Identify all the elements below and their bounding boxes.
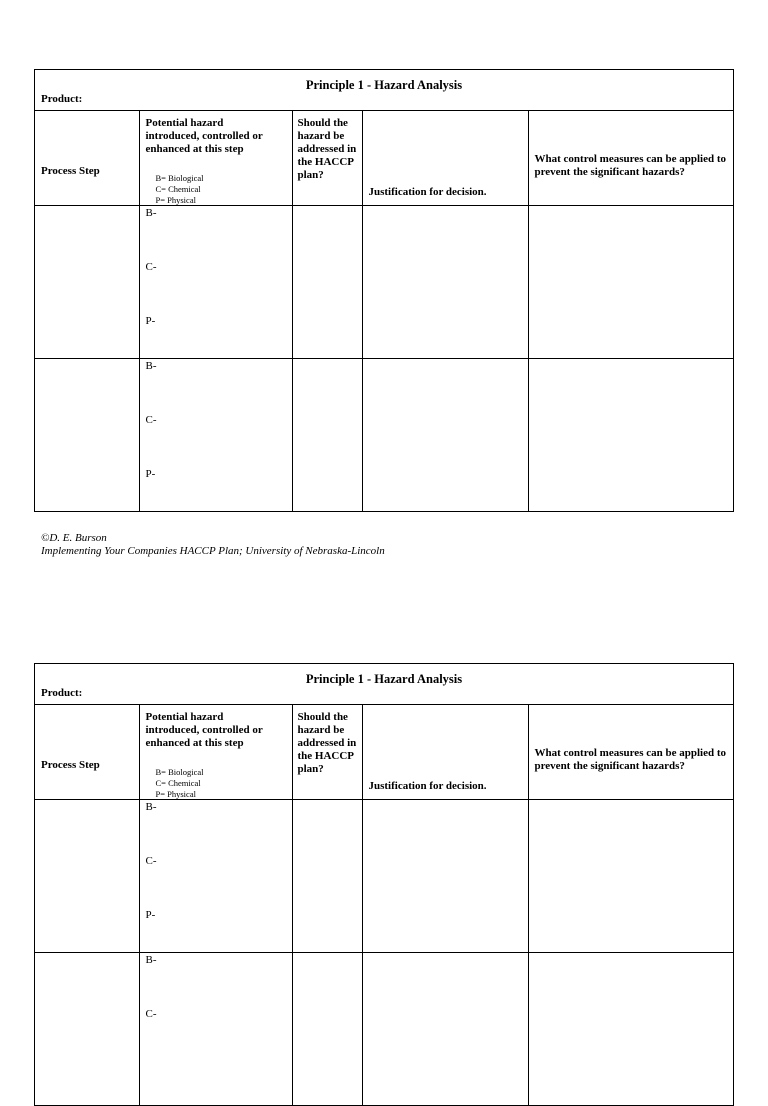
should-header: Should the hazard be addressed in the HACCP plan? <box>297 117 357 181</box>
control-cell[interactable] <box>528 359 733 512</box>
should-cell[interactable] <box>292 953 362 1106</box>
control-header-cell <box>528 705 733 800</box>
biological-hazard-label: B- <box>145 954 157 966</box>
justification-cell[interactable] <box>362 953 528 1106</box>
justification-cell[interactable] <box>362 206 528 359</box>
process-step-cell[interactable] <box>35 206 139 359</box>
should-header: Should the hazard be addressed in the HACCP plan? <box>297 711 357 775</box>
process-step-header: Process Step <box>41 759 100 771</box>
hazard-header-cell <box>139 111 292 206</box>
should-cell[interactable] <box>292 359 362 512</box>
biological-hazard-label: B- <box>145 360 157 372</box>
table-row <box>35 800 733 953</box>
chemical-hazard-label: C- <box>145 414 157 426</box>
legend-biological: B= Biological <box>155 173 204 183</box>
should-cell[interactable] <box>292 206 362 359</box>
header-row <box>35 111 733 206</box>
control-header-cell <box>528 111 733 206</box>
product-label: Product: <box>41 687 83 699</box>
control-header: What control measures can be applied to prevent the significant hazards? <box>534 153 726 178</box>
hazard-cell[interactable] <box>139 800 292 953</box>
process-step-cell[interactable] <box>35 359 139 512</box>
hazard-legend <box>156 767 204 800</box>
process-step-header: Process Step <box>41 165 100 177</box>
control-cell[interactable] <box>528 953 733 1106</box>
process-step-header-cell <box>35 111 139 206</box>
process-step-cell[interactable] <box>35 953 139 1106</box>
hazard-header: Potential hazard introduced, controlled or enhanced at this step <box>145 117 263 155</box>
process-step-header-cell <box>35 705 139 800</box>
chemical-hazard-label: C- <box>145 1008 157 1020</box>
process-step-cell[interactable] <box>35 800 139 953</box>
hazard-analysis-form-2 <box>34 663 734 1106</box>
control-cell[interactable] <box>528 206 733 359</box>
justification-header: Justification for decision. <box>368 186 487 198</box>
biological-hazard-label: B- <box>145 801 157 813</box>
table-row <box>35 359 733 512</box>
biological-hazard-label: B- <box>145 207 157 219</box>
legend-biological: B= Biological <box>155 767 204 777</box>
justification-header-cell <box>362 705 528 800</box>
form-title: Principle 1 - Hazard Analysis <box>305 78 463 92</box>
hazard-analysis-form-1 <box>34 69 734 512</box>
should-cell[interactable] <box>292 800 362 953</box>
table-row <box>35 206 733 359</box>
hazard-cell[interactable] <box>139 953 292 1106</box>
table-row <box>35 953 733 1106</box>
justification-header: Justification for decision. <box>368 780 487 792</box>
justification-cell[interactable] <box>362 359 528 512</box>
hazard-header-cell <box>139 705 292 800</box>
hazard-table <box>35 705 733 1105</box>
physical-hazard-label: P- <box>145 909 156 921</box>
header-row <box>35 705 733 800</box>
should-header-cell <box>292 705 362 800</box>
control-header: What control measures can be applied to prevent the significant hazards? <box>534 747 726 772</box>
legend-physical: P= Physical <box>155 195 196 205</box>
should-header-cell <box>292 111 362 206</box>
product-label: Product: <box>41 93 83 105</box>
physical-hazard-label: P- <box>145 468 156 480</box>
legend-physical: P= Physical <box>155 789 196 799</box>
hazard-cell[interactable] <box>139 359 292 512</box>
hazard-legend <box>156 173 204 206</box>
hazard-table <box>35 111 733 511</box>
chemical-hazard-label: C- <box>145 855 157 867</box>
credit-note <box>41 532 385 558</box>
hazard-cell[interactable] <box>139 206 292 359</box>
control-cell[interactable] <box>528 800 733 953</box>
hazard-header: Potential hazard introduced, controlled or enhanced at this step <box>145 711 263 749</box>
form-title-row <box>35 70 733 111</box>
legend-chemical: C= Chemical <box>155 778 201 788</box>
justification-header-cell <box>362 111 528 206</box>
credit-source: Implementing Your Companies HACCP Plan; University of Nebraska-Lincoln <box>41 545 385 557</box>
justification-cell[interactable] <box>362 800 528 953</box>
form-title: Principle 1 - Hazard Analysis <box>305 672 463 686</box>
legend-chemical: C= Chemical <box>155 184 201 194</box>
physical-hazard-label: P- <box>145 315 156 327</box>
credit-author: ©D. E. Burson <box>41 532 107 544</box>
form-title-row <box>35 664 733 705</box>
chemical-hazard-label: C- <box>145 261 157 273</box>
